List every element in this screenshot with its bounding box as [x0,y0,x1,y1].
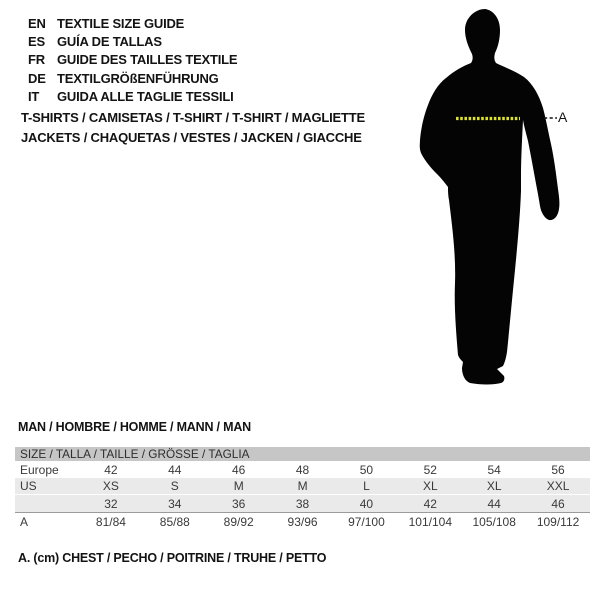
category-list [21,108,365,148]
size-cell: S [170,479,179,493]
language-title: TEXTILE SIZE GUIDE [57,16,185,31]
size-cell: 46 [232,462,246,477]
category-line-jackets: JACKETS / CHAQUETAS / VESTES / JACKEN / GIACCHE [21,130,362,145]
size-cell: 38 [295,496,310,511]
language-code: ES [28,34,45,50]
size-cell: 52 [423,462,437,477]
size-cell: 42 [423,496,437,511]
row-label: Europe [20,462,59,477]
language-list [28,15,237,106]
man-figure [390,0,600,420]
size-cell: M [233,479,244,493]
language-code: EN [28,16,46,31]
size-cell: 81/84 [95,514,126,529]
size-table-header: SIZE / TALLA / TAILLE / GRÖSSE / TAGLIA [15,447,590,461]
language-row [28,88,237,106]
size-cell: 40 [359,496,374,511]
size-cell: 46 [551,496,565,511]
size-cell: 89/92 [223,514,254,529]
size-cell: 36 [232,496,246,511]
language-row [28,70,237,88]
size-cell: XS [102,479,119,493]
measurement-footnote: A. (cm) CHEST / PECHO / POITRINE / TRUHE / PETTO [18,551,327,565]
size-table [15,447,590,530]
language-row [28,51,237,69]
row-label: US [20,479,37,493]
size-cell: XXL [546,479,570,493]
language-title: GUIDA ALLE TAGLIE TESSILI [57,88,234,104]
man-silhouette-icon [390,0,600,420]
section-heading: MAN / HOMBRE / HOMME / MANN / MAN [18,420,251,434]
language-title: GUIDE DES TAILLES TEXTILE [57,52,238,68]
language-row [28,33,237,51]
language-code: IT [28,88,40,104]
language-code: FR [28,52,45,68]
measurement-label-a: A [558,109,568,125]
table-row-chest-a [15,512,590,530]
size-cell: 44 [487,496,501,511]
size-cell: 42 [104,462,118,477]
size-cell: 34 [168,496,182,511]
table-row-europe [15,461,590,478]
size-cell: 56 [551,462,565,477]
language-row [28,15,237,33]
size-cell: XL [422,479,438,493]
table-row-us [15,478,590,495]
size-cell: 50 [359,462,374,477]
language-title: GUÍA DE TALLAS [57,34,162,50]
size-cell: 32 [104,496,118,511]
size-cell: 54 [487,462,501,477]
size-cell: 44 [168,462,182,477]
language-code: DE [28,70,46,86]
size-cell: XL [486,479,502,493]
size-cell: 85/88 [159,514,190,529]
size-cell: M [297,479,308,493]
size-cell: 105/108 [472,514,516,529]
size-cell: 101/104 [408,514,452,529]
size-cell: 109/112 [536,514,580,529]
row-label: A [20,514,29,529]
size-cell: 93/96 [287,514,318,529]
size-cell: L [363,479,370,493]
size-cell: 97/100 [348,514,385,529]
language-title: TEXTILGRÖßENFÜHRUNG [57,70,219,86]
table-row-numeric [15,495,590,512]
category-line-tshirts: T-SHIRTS / CAMISETAS / T-SHIRT / T-SHIRT / MAGLIETTE [21,110,365,125]
size-cell: 48 [295,462,310,477]
